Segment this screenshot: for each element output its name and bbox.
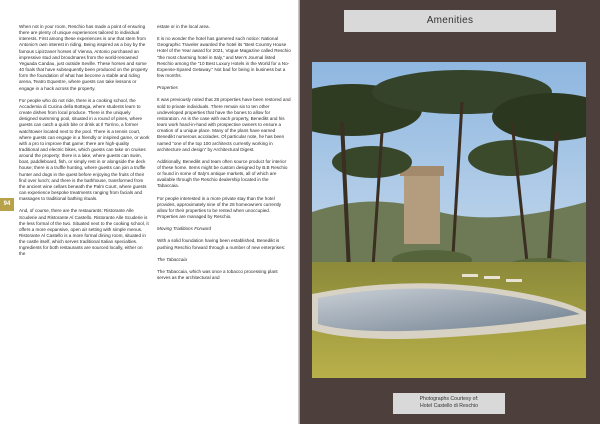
subhead-properties: Properties (157, 85, 178, 91)
paragraph-forward: With a solid foundation having been established, Benedikt is pushing Reschio forward through a number of new enterprises: (157, 238, 286, 250)
paragraph-awards: It is no wonder the hotel has garnered such notice: National Geographic Traveler awarded the hotel its “Best Country House Hotel of the Year award for 2021, Vogue Magazine called Reschio “the most charming hotel in Italy,” and Men’s Journal listed Reschio among the “10 Best Luxury Hotels in the World for a No-Expense-Spared Getaway.” Not bad for being in business but a few months. (157, 36, 291, 79)
right-page (300, 0, 600, 424)
subhead-moving-traditions: Moving Traditions Forward (157, 226, 212, 232)
paragraph-riding: When not in your room, Reschio has made a point of ensuring there are plenty of unique experiences tailored to individual interests. First among these experiences is one that stem from Antonio’s own interest in riding. Being inspired as a boy by the famous Lipizzaner horses of Vienna, Antonio purchased an impressive stud and broodmares from the world-renowned Yeguada Candau, just outside Seville. These horses and some 40 foals that have subsequently been produced on the property form the foundation of what has become a stable and riding arena, Teatro Equestre, where guests can take lessons or engage in a hack across the property. (19, 24, 148, 91)
paragraph-restaurants: And, of course, there are the restaurants: Ristorante Alle Scuderie and Ristorante Al Castello. Ristorante Alle Scuderie is the less formal of the two. Situated next to the cooking school, it offers a more expansive, open air setting with simple menus. Ristorante Al Castello is a more formal dining room, situated in the castle itself, which serves traditional Italian specialties. Ingredients for both restaurants are sourced locally, either on the (19, 208, 149, 257)
photo-credit-line1: Photographs Courtesy of: (419, 396, 479, 402)
paragraph-activities: For people who do not ride, there is a cooking school, the Accademia di Cucina della Bottega, where students learn to create dishes from local produce. There is the uniquely designed swimming pool, situated in a round of pines, where guests can catch a quick bite or drink at Il Torrino, a former watchtower located next to the pool. There is a tennis court, where guests can engage in a friendly or inspired game, or work with a pro to improve that game; there are high-quality traditional and electric bikes, which guests can take on cruises around the property; there is a lake, where guests can swim, boat, paddleboard, fish, or simply rest in or alongside the deck house; there is a truffle hunting, where guests can join a truffle hunter and dogs in the quest before enjoying the fruits of their find over lunch; and there is the bathhouse, transformed from the ancient wine cellars beneath the Palm Court, where guests can experience bespoke treatments ranging from facials and massages to traditional bathing rituals. (19, 97, 150, 202)
page-number-tab: 94 (0, 198, 14, 211)
paragraph-properties-1: It was previously noted that 28 properties have been restored and sold to private individuals. There remain six to ten other undeveloped properties that have the bones to allow for restoration. As is the case with each property, Benedikt and his team work hand-in-hand with prospective owners to ensure a creation of a unique place. Many of the plans have earned Benedikt numerous accolades. Of particular note, he has been named “one of the top 100 architects currently working in architecture and design” by Architectural Digest. (157, 97, 291, 152)
paragraph-tabaccaia: The Tabaccaia, which was once a tobacco processing plant serves as the architectural and (157, 268, 278, 280)
photo-credit (393, 393, 505, 414)
paragraph-intro: estate or in the local area. (157, 24, 210, 29)
pool-photo (312, 62, 586, 378)
right-text-column (157, 24, 291, 287)
left-text-column (19, 24, 150, 264)
photo-credit-line2: Hotel Castello di Reschio (420, 403, 478, 409)
subhead-tabaccaia: The Tabaccaia (157, 256, 187, 262)
paragraph-properties-3: For people interested in a more private stay than the hotel provides, approximately nine of the 28 homeowners currently allow for their properties to be rented when unoccupied. Properties are managed by Reschio. (157, 195, 282, 220)
paragraph-properties-2: Additionally, Benedikt and team often source product for interior of these home. Items might be custom designed by B.B Reschio or found in some of Italy’s antique markets, all of which are available through the Reschio dealership located in the Tabaccaia. (157, 158, 288, 189)
amenities-title-banner: Amenities (344, 10, 556, 32)
